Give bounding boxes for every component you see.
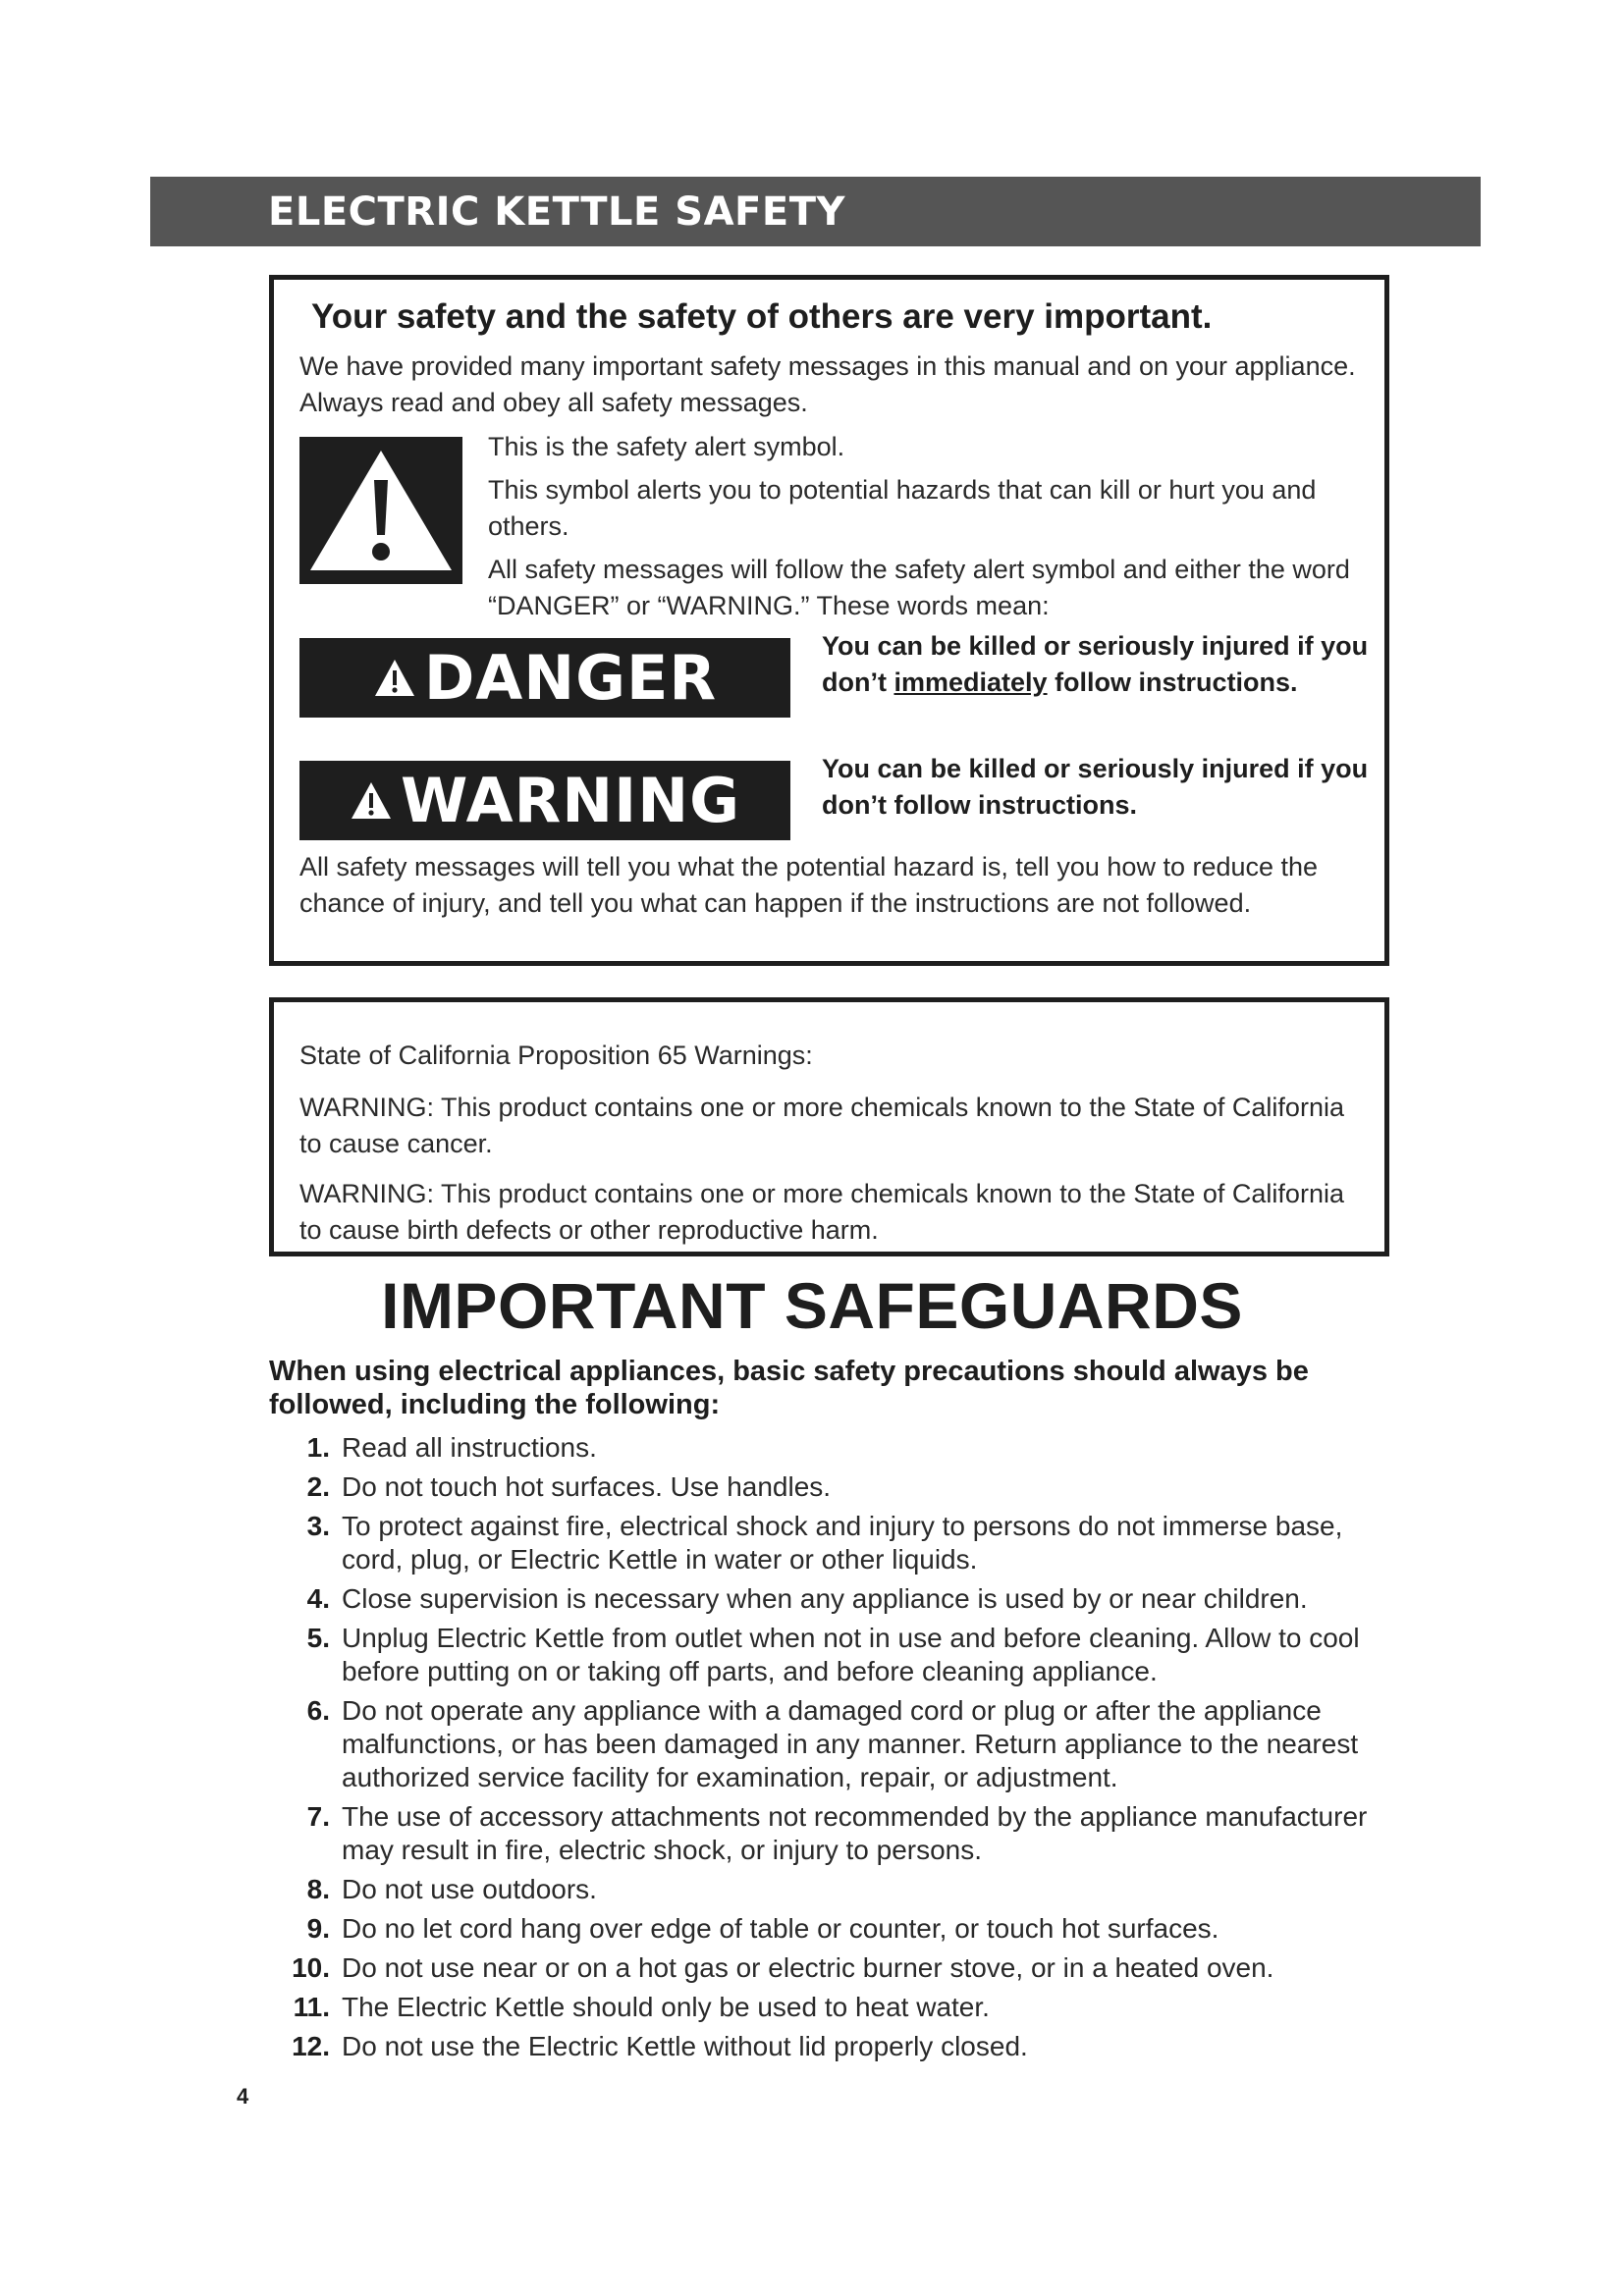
item-text: The use of accessory attachments not recommended by the appliance manufacturer may result in fire, electric shock, or injury to persons. [342,1801,1368,1865]
list-item [269,1622,1388,1688]
safeguards-list [269,1431,1388,2069]
item-text: Do not use outdoors. [342,1874,597,1904]
warning-triangle-icon [373,657,416,700]
safeguards-lead: When using electrical appliances, basic safety precautions should always be followed, including the following: [269,1356,1309,1420]
list-item [269,1912,1388,1946]
item-number: 6. [306,1695,330,1726]
page-number: 4 [237,2084,249,2109]
item-number: 2. [306,1471,330,1502]
item-number: 7. [306,1801,330,1832]
symbol-description-3: All safety messages will follow the safety alert symbol and either the word “DANGER” or “WARNING.” These words mean: [488,555,1350,620]
safeguards-title: IMPORTANT SAFEGUARDS [381,1269,1243,1342]
item-number: 1. [306,1432,330,1463]
warning-triangle-icon [350,779,393,823]
list-item [269,1470,1388,1504]
list-item [269,1991,1388,2024]
item-text: Do not use near or on a hot gas or electric burner stove, or in a heated oven. [342,1952,1274,1983]
item-text: Do not use the Electric Kettle without lid properly closed. [342,2031,1028,2061]
item-text: Unplug Electric Kettle from outlet when not in use and before cleaning. Allow to cool before putting on or taking off parts, and before cleaning appliance. [342,1623,1360,1686]
item-text: Do no let cord hang over edge of table or counter, or touch hot surfaces. [342,1913,1219,1944]
danger-label: DANGER [423,641,718,714]
prop65-warning-2: WARNING: This product contains one or more chemicals known to the State of California to cause birth defects or other reproductive harm. [299,1179,1344,1245]
list-item [269,1951,1388,1985]
item-text: Close supervision is necessary when any appliance is used by or near children. [342,1583,1308,1614]
item-number: 12. [292,2031,330,2061]
list-item [269,1582,1388,1616]
item-number: 3. [306,1511,330,1541]
warning-label: WARNING [400,764,741,836]
safety-messages-box [269,275,1389,966]
danger-signal-panel [299,638,790,718]
symbol-description-2: This symbol alerts you to potential hazards that can kill or hurt you and others. [488,475,1317,541]
item-text: Read all instructions. [342,1432,597,1463]
item-text: Do not touch hot surfaces. Use handles. [342,1471,832,1502]
safety-closing: All safety messages will tell you what the potential hazard is, tell you how to reduce the chance of injury, and tell you what can happen if the instructions are not followed. [299,852,1319,918]
item-number: 5. [306,1623,330,1653]
safety-intro: We have provided many important safety messages in this manual and on your appliance. Always read and obey all safety messages. [299,351,1356,417]
item-number: 8. [306,1874,330,1904]
prop65-warning-1: WARNING: This product contains one or more chemicals known to the State of California to cause cancer. [299,1093,1344,1158]
list-item [269,1800,1388,1867]
section-title: ELECTRIC KETTLE SAFETY [268,189,845,235]
warning-description: You can be killed or seriously injured if you don’t follow instructions. [822,754,1369,820]
symbol-description-1: This is the safety alert symbol. [488,432,845,461]
list-item [269,1431,1388,1465]
item-text: To protect against fire, electrical shock and injury to persons do not immerse base, cord, plug, or Electric Kettle in water or other liquids. [342,1511,1343,1575]
list-item [269,2030,1388,2063]
prop65-title: State of California Proposition 65 Warnings: [299,1041,813,1070]
warning-signal-panel [299,761,790,840]
list-item [269,1873,1388,1906]
danger-description [822,628,1372,701]
danger-desc-part-1: You can be killed or seriously injured if you don’t [822,631,1369,697]
list-item [269,1694,1388,1794]
safety-alert-icon [299,437,462,584]
item-text: The Electric Kettle should only be used to heat water. [342,1992,990,2022]
item-number: 10. [292,1952,330,1983]
prop65-box [269,997,1389,1256]
item-number: 9. [306,1913,330,1944]
danger-desc-emphasis: immediately [893,667,1048,697]
section-header-bar [150,177,1481,246]
item-number: 4. [306,1583,330,1614]
safety-heading: Your safety and the safety of others are very important. [311,297,1213,336]
danger-desc-part-2: follow instructions. [1047,667,1298,697]
list-item [269,1510,1388,1576]
item-text: Do not operate any appliance with a damaged cord or plug or after the appliance malfunctions, or has been damaged in any manner. Return appliance to the nearest authorized service facility for examination, repair, or adjustment. [342,1695,1359,1792]
item-number: 11. [293,1992,330,2022]
